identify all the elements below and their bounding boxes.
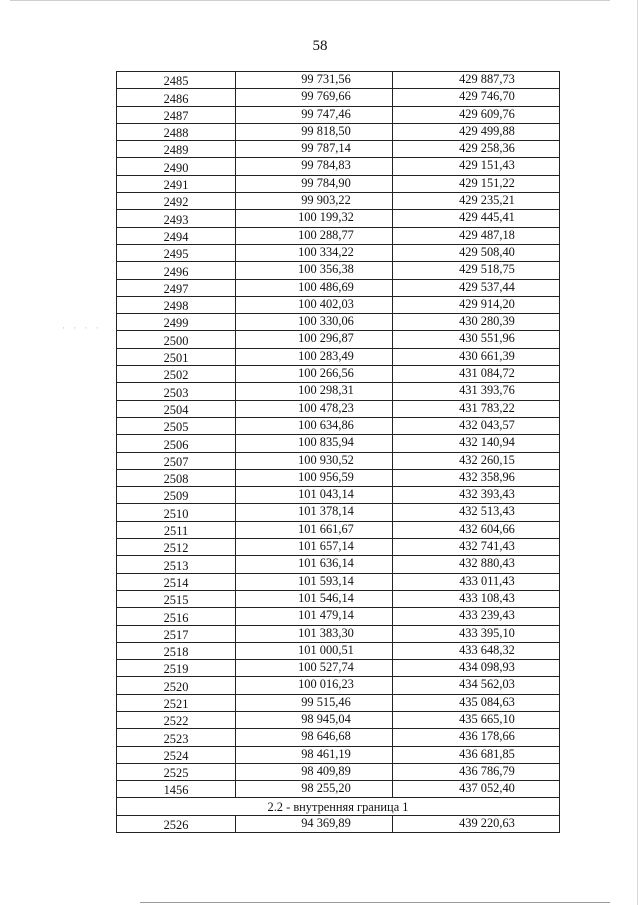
x-coordinate-cell-text: 100 199,32 [298,210,354,225]
x-coordinate-cell-text: 101 593,14 [298,573,354,588]
x-coordinate-cell-text: 99 784,83 [301,158,351,173]
y-coordinate-cell-text: 436 681,85 [459,746,515,761]
x-coordinate-cell [236,711,393,728]
table-row [117,175,560,192]
point-number-cell: 2525 [117,763,236,780]
y-coordinate-cell [393,193,560,210]
y-coordinate-cell-text: 429 487,18 [459,227,515,242]
y-coordinate-cell [393,573,560,590]
coordinates-table-body [117,72,560,833]
table-row [117,141,560,158]
y-coordinate-cell-text: 435 665,10 [459,711,515,726]
x-coordinate-cell [236,642,393,659]
x-coordinate-cell [236,366,393,383]
x-coordinate-cell-text: 94 369,89 [301,815,351,830]
point-number-cell: 2486 [117,89,236,106]
x-coordinate-cell-text: 99 515,46 [301,694,351,709]
table-row [117,296,560,313]
y-coordinate-cell-text: 431 084,72 [459,366,515,381]
x-coordinate-cell-text: 101 479,14 [298,608,354,623]
y-coordinate-cell-text: 429 508,40 [459,244,515,259]
x-coordinate-cell-text: 98 646,68 [301,729,351,744]
x-coordinate-cell [236,141,393,158]
y-coordinate-cell [393,781,560,798]
x-coordinate-cell-text: 101 657,14 [298,539,354,554]
table-row [117,331,560,348]
y-coordinate-cell-text: 432 260,15 [459,452,515,467]
table-row [117,729,560,746]
y-coordinate-cell [393,227,560,244]
coordinates-table [116,71,560,833]
point-number-cell: 2488 [117,123,236,140]
y-coordinate-cell [393,366,560,383]
table-row [117,781,560,798]
x-coordinate-cell [236,590,393,607]
x-coordinate-cell-text: 100 835,94 [298,435,354,450]
x-coordinate-cell [236,72,393,89]
y-coordinate-cell-text: 434 562,03 [459,677,515,692]
table-row [117,400,560,417]
x-coordinate-cell-text: 100 334,22 [298,244,354,259]
x-coordinate-cell [236,504,393,521]
y-coordinate-cell-text: 437 052,40 [459,781,515,796]
x-coordinate-cell [236,469,393,486]
x-coordinate-cell [236,158,393,175]
table-row [117,417,560,434]
x-coordinate-cell [236,331,393,348]
x-coordinate-cell-text: 100 296,87 [298,331,354,346]
table-row [117,158,560,175]
y-coordinate-cell-text: 432 043,57 [459,417,515,432]
point-number-cell: 2495 [117,244,236,261]
y-coordinate-cell [393,141,560,158]
y-coordinate-cell-text: 432 358,96 [459,469,515,484]
point-number-cell: 2510 [117,504,236,521]
x-coordinate-cell [236,521,393,538]
y-coordinate-cell [393,123,560,140]
y-coordinate-cell-text: 430 280,39 [459,314,515,329]
scan-noise: · · · · [62,323,102,333]
point-number-cell: 2494 [117,227,236,244]
y-coordinate-cell-text: 434 098,93 [459,660,515,675]
y-coordinate-cell [393,244,560,261]
y-coordinate-cell [393,72,560,89]
point-number-cell: 2505 [117,417,236,434]
section-label: 2.2 - внутренняя граница 1 [117,798,560,815]
y-coordinate-cell-text: 432 140,94 [459,435,515,450]
y-coordinate-cell [393,539,560,556]
y-coordinate-cell-text: 429 537,44 [459,279,515,294]
y-coordinate-cell [393,158,560,175]
section-header-row [117,798,560,815]
y-coordinate-cell-text: 433 239,43 [459,608,515,623]
table-row [117,279,560,296]
y-coordinate-cell [393,694,560,711]
x-coordinate-cell-text: 98 461,19 [301,746,351,761]
table-row [117,244,560,261]
x-coordinate-cell [236,210,393,227]
x-coordinate-cell-text: 100 402,03 [298,296,354,311]
x-coordinate-cell [236,89,393,106]
x-coordinate-cell-text: 99 747,46 [301,106,351,121]
table-row [117,123,560,140]
y-coordinate-cell-text: 433 395,10 [459,625,515,640]
x-coordinate-cell [236,400,393,417]
y-coordinate-cell-text: 436 786,79 [459,763,515,778]
y-coordinate-cell [393,89,560,106]
point-number-cell: 2526 [117,815,236,832]
y-coordinate-cell-text: 429 609,76 [459,106,515,121]
scan-edge-top [10,0,610,1]
y-coordinate-cell [393,400,560,417]
x-coordinate-cell [236,193,393,210]
y-coordinate-cell-text: 436 178,66 [459,729,515,744]
y-coordinate-cell-text: 433 648,32 [459,642,515,657]
table-row [117,711,560,728]
point-number-cell: 2489 [117,141,236,158]
y-coordinate-cell-text: 431 783,22 [459,400,515,415]
x-coordinate-cell [236,746,393,763]
y-coordinate-cell [393,106,560,123]
x-coordinate-cell [236,296,393,313]
table-row [117,210,560,227]
table-row [117,106,560,123]
x-coordinate-cell-text: 100 356,38 [298,262,354,277]
x-coordinate-cell [236,106,393,123]
x-coordinate-cell-text: 100 016,23 [298,677,354,692]
x-coordinate-cell-text: 99 787,14 [301,141,351,156]
y-coordinate-cell-text: 432 741,43 [459,539,515,554]
point-number-cell: 2500 [117,331,236,348]
y-coordinate-cell-text: 431 393,76 [459,383,515,398]
x-coordinate-cell [236,763,393,780]
point-number-cell: 2509 [117,487,236,504]
table-row [117,660,560,677]
point-number-cell: 2492 [117,193,236,210]
x-coordinate-cell [236,729,393,746]
x-coordinate-cell-text: 100 266,56 [298,366,354,381]
table-row [117,469,560,486]
x-coordinate-cell-text: 100 527,74 [298,660,354,675]
y-coordinate-cell-text: 439 220,63 [459,815,515,830]
x-coordinate-cell [236,539,393,556]
x-coordinate-cell [236,435,393,452]
y-coordinate-cell [393,642,560,659]
y-coordinate-cell-text: 429 518,75 [459,262,515,277]
y-coordinate-cell [393,815,560,832]
x-coordinate-cell-text: 101 546,14 [298,590,354,605]
table-row [117,89,560,106]
y-coordinate-cell-text: 435 084,63 [459,694,515,709]
x-coordinate-cell-text: 98 255,20 [301,781,351,796]
point-number-cell: 2515 [117,590,236,607]
y-coordinate-cell [393,625,560,642]
y-coordinate-cell-text: 432 604,66 [459,521,515,536]
x-coordinate-cell [236,660,393,677]
y-coordinate-cell [393,469,560,486]
x-coordinate-cell [236,573,393,590]
table-row [117,435,560,452]
x-coordinate-cell-text: 100 930,52 [298,452,354,467]
x-coordinate-cell-text: 98 945,04 [301,711,351,726]
table-row [117,556,560,573]
y-coordinate-cell [393,383,560,400]
x-coordinate-cell [236,608,393,625]
point-number-cell: 2507 [117,452,236,469]
point-number-cell: 2519 [117,660,236,677]
point-number-cell: 2524 [117,746,236,763]
x-coordinate-cell [236,348,393,365]
x-coordinate-cell-text: 100 298,31 [298,383,354,398]
x-coordinate-cell-text: 100 288,77 [298,227,354,242]
y-coordinate-cell-text: 429 445,41 [459,210,515,225]
y-coordinate-cell [393,452,560,469]
x-coordinate-cell [236,123,393,140]
point-number-cell: 2499 [117,314,236,331]
x-coordinate-cell [236,279,393,296]
point-number-cell: 2511 [117,521,236,538]
x-coordinate-cell-text: 100 330,06 [298,314,354,329]
scan-edge-right [637,0,638,905]
y-coordinate-cell [393,331,560,348]
x-coordinate-cell-text: 99 903,22 [301,193,351,208]
table-row [117,608,560,625]
y-coordinate-cell [393,763,560,780]
table-row [117,642,560,659]
y-coordinate-cell [393,677,560,694]
x-coordinate-cell [236,677,393,694]
point-number-cell: 2516 [117,608,236,625]
table-row [117,227,560,244]
table-row [117,72,560,89]
x-coordinate-cell-text: 100 634,86 [298,417,354,432]
x-coordinate-cell-text: 100 283,49 [298,348,354,363]
y-coordinate-cell [393,262,560,279]
y-coordinate-cell [393,660,560,677]
point-number-cell: 2523 [117,729,236,746]
y-coordinate-cell-text: 429 887,73 [459,72,515,86]
point-number-cell: 2498 [117,296,236,313]
table-row [117,262,560,279]
y-coordinate-cell-text: 429 151,22 [459,175,515,190]
table-row [117,193,560,210]
x-coordinate-cell [236,175,393,192]
point-number-cell: 2518 [117,642,236,659]
table-row [117,366,560,383]
point-number-cell: 2501 [117,348,236,365]
y-coordinate-cell [393,590,560,607]
x-coordinate-cell-text: 99 731,56 [301,72,351,86]
y-coordinate-cell [393,417,560,434]
x-coordinate-cell [236,383,393,400]
x-coordinate-cell [236,262,393,279]
point-number-cell: 2521 [117,694,236,711]
scan-edge-bottom [140,902,610,903]
table-row [117,746,560,763]
point-number-cell: 2504 [117,400,236,417]
point-number-cell: 2487 [117,106,236,123]
x-coordinate-cell [236,556,393,573]
x-coordinate-cell-text: 101 661,67 [298,521,354,536]
y-coordinate-cell [393,521,560,538]
point-number-cell: 2497 [117,279,236,296]
y-coordinate-cell-text: 429 499,88 [459,123,515,138]
table-row [117,625,560,642]
x-coordinate-cell [236,625,393,642]
x-coordinate-cell-text: 101 383,30 [298,625,354,640]
y-coordinate-cell [393,504,560,521]
point-number-cell: 2491 [117,175,236,192]
page-number: 58 [312,38,328,54]
y-coordinate-cell [393,175,560,192]
y-coordinate-cell [393,314,560,331]
x-coordinate-cell [236,314,393,331]
point-number-cell: 2514 [117,573,236,590]
y-coordinate-cell [393,210,560,227]
x-coordinate-cell [236,417,393,434]
table-row [117,590,560,607]
table-row [117,763,560,780]
table-row [117,539,560,556]
y-coordinate-cell-text: 429 914,20 [459,296,515,311]
y-coordinate-cell-text: 430 551,96 [459,331,515,346]
table-row [117,573,560,590]
point-number-cell: 2496 [117,262,236,279]
y-coordinate-cell-text: 429 235,21 [459,193,515,208]
y-coordinate-cell-text: 429 746,70 [459,89,515,104]
table-row [117,314,560,331]
y-coordinate-cell-text: 432 513,43 [459,504,515,519]
point-number-cell: 2522 [117,711,236,728]
x-coordinate-cell [236,244,393,261]
x-coordinate-cell-text: 98 409,89 [301,763,351,778]
x-coordinate-cell [236,487,393,504]
y-coordinate-cell-text: 433 011,43 [459,573,515,588]
y-coordinate-cell [393,608,560,625]
table-row [117,348,560,365]
table-row [117,521,560,538]
x-coordinate-cell-text: 99 769,66 [301,89,351,104]
point-number-cell: 2490 [117,158,236,175]
y-coordinate-cell [393,746,560,763]
y-coordinate-cell-text: 430 661,39 [459,348,515,363]
x-coordinate-cell [236,815,393,832]
table-row [117,452,560,469]
y-coordinate-cell-text: 433 108,43 [459,590,515,605]
y-coordinate-cell [393,435,560,452]
y-coordinate-cell [393,348,560,365]
x-coordinate-cell [236,452,393,469]
point-number-cell: 2493 [117,210,236,227]
y-coordinate-cell-text: 432 880,43 [459,556,515,571]
y-coordinate-cell [393,279,560,296]
x-coordinate-cell [236,781,393,798]
y-coordinate-cell [393,556,560,573]
point-number-cell: 2506 [117,435,236,452]
x-coordinate-cell-text: 99 818,50 [301,123,351,138]
point-number-cell: 2513 [117,556,236,573]
y-coordinate-cell [393,729,560,746]
table-row [117,504,560,521]
x-coordinate-cell [236,694,393,711]
point-number-cell: 2520 [117,677,236,694]
point-number-cell: 2512 [117,539,236,556]
y-coordinate-cell-text: 432 393,43 [459,487,515,502]
y-coordinate-cell-text: 429 258,36 [459,141,515,156]
point-number-cell: 1456 [117,781,236,798]
point-number-cell: 2502 [117,366,236,383]
point-number-cell: 2485 [117,72,236,89]
x-coordinate-cell-text: 101 000,51 [298,642,354,657]
point-number-cell: 2517 [117,625,236,642]
x-coordinate-cell-text: 100 478,23 [298,400,354,415]
table-row [117,677,560,694]
table-row [117,694,560,711]
table-row [117,487,560,504]
x-coordinate-cell-text: 101 636,14 [298,556,354,571]
y-coordinate-cell [393,296,560,313]
x-coordinate-cell [236,227,393,244]
x-coordinate-cell-text: 101 378,14 [298,504,354,519]
point-number-cell: 2508 [117,469,236,486]
y-coordinate-cell [393,487,560,504]
x-coordinate-cell-text: 100 486,69 [298,279,354,294]
table-row [117,383,560,400]
table-row [117,815,560,832]
x-coordinate-cell-text: 99 784,90 [301,175,351,190]
y-coordinate-cell-text: 429 151,43 [459,158,515,173]
point-number-cell: 2503 [117,383,236,400]
x-coordinate-cell-text: 100 956,59 [298,469,354,484]
y-coordinate-cell [393,711,560,728]
x-coordinate-cell-text: 101 043,14 [298,487,354,502]
